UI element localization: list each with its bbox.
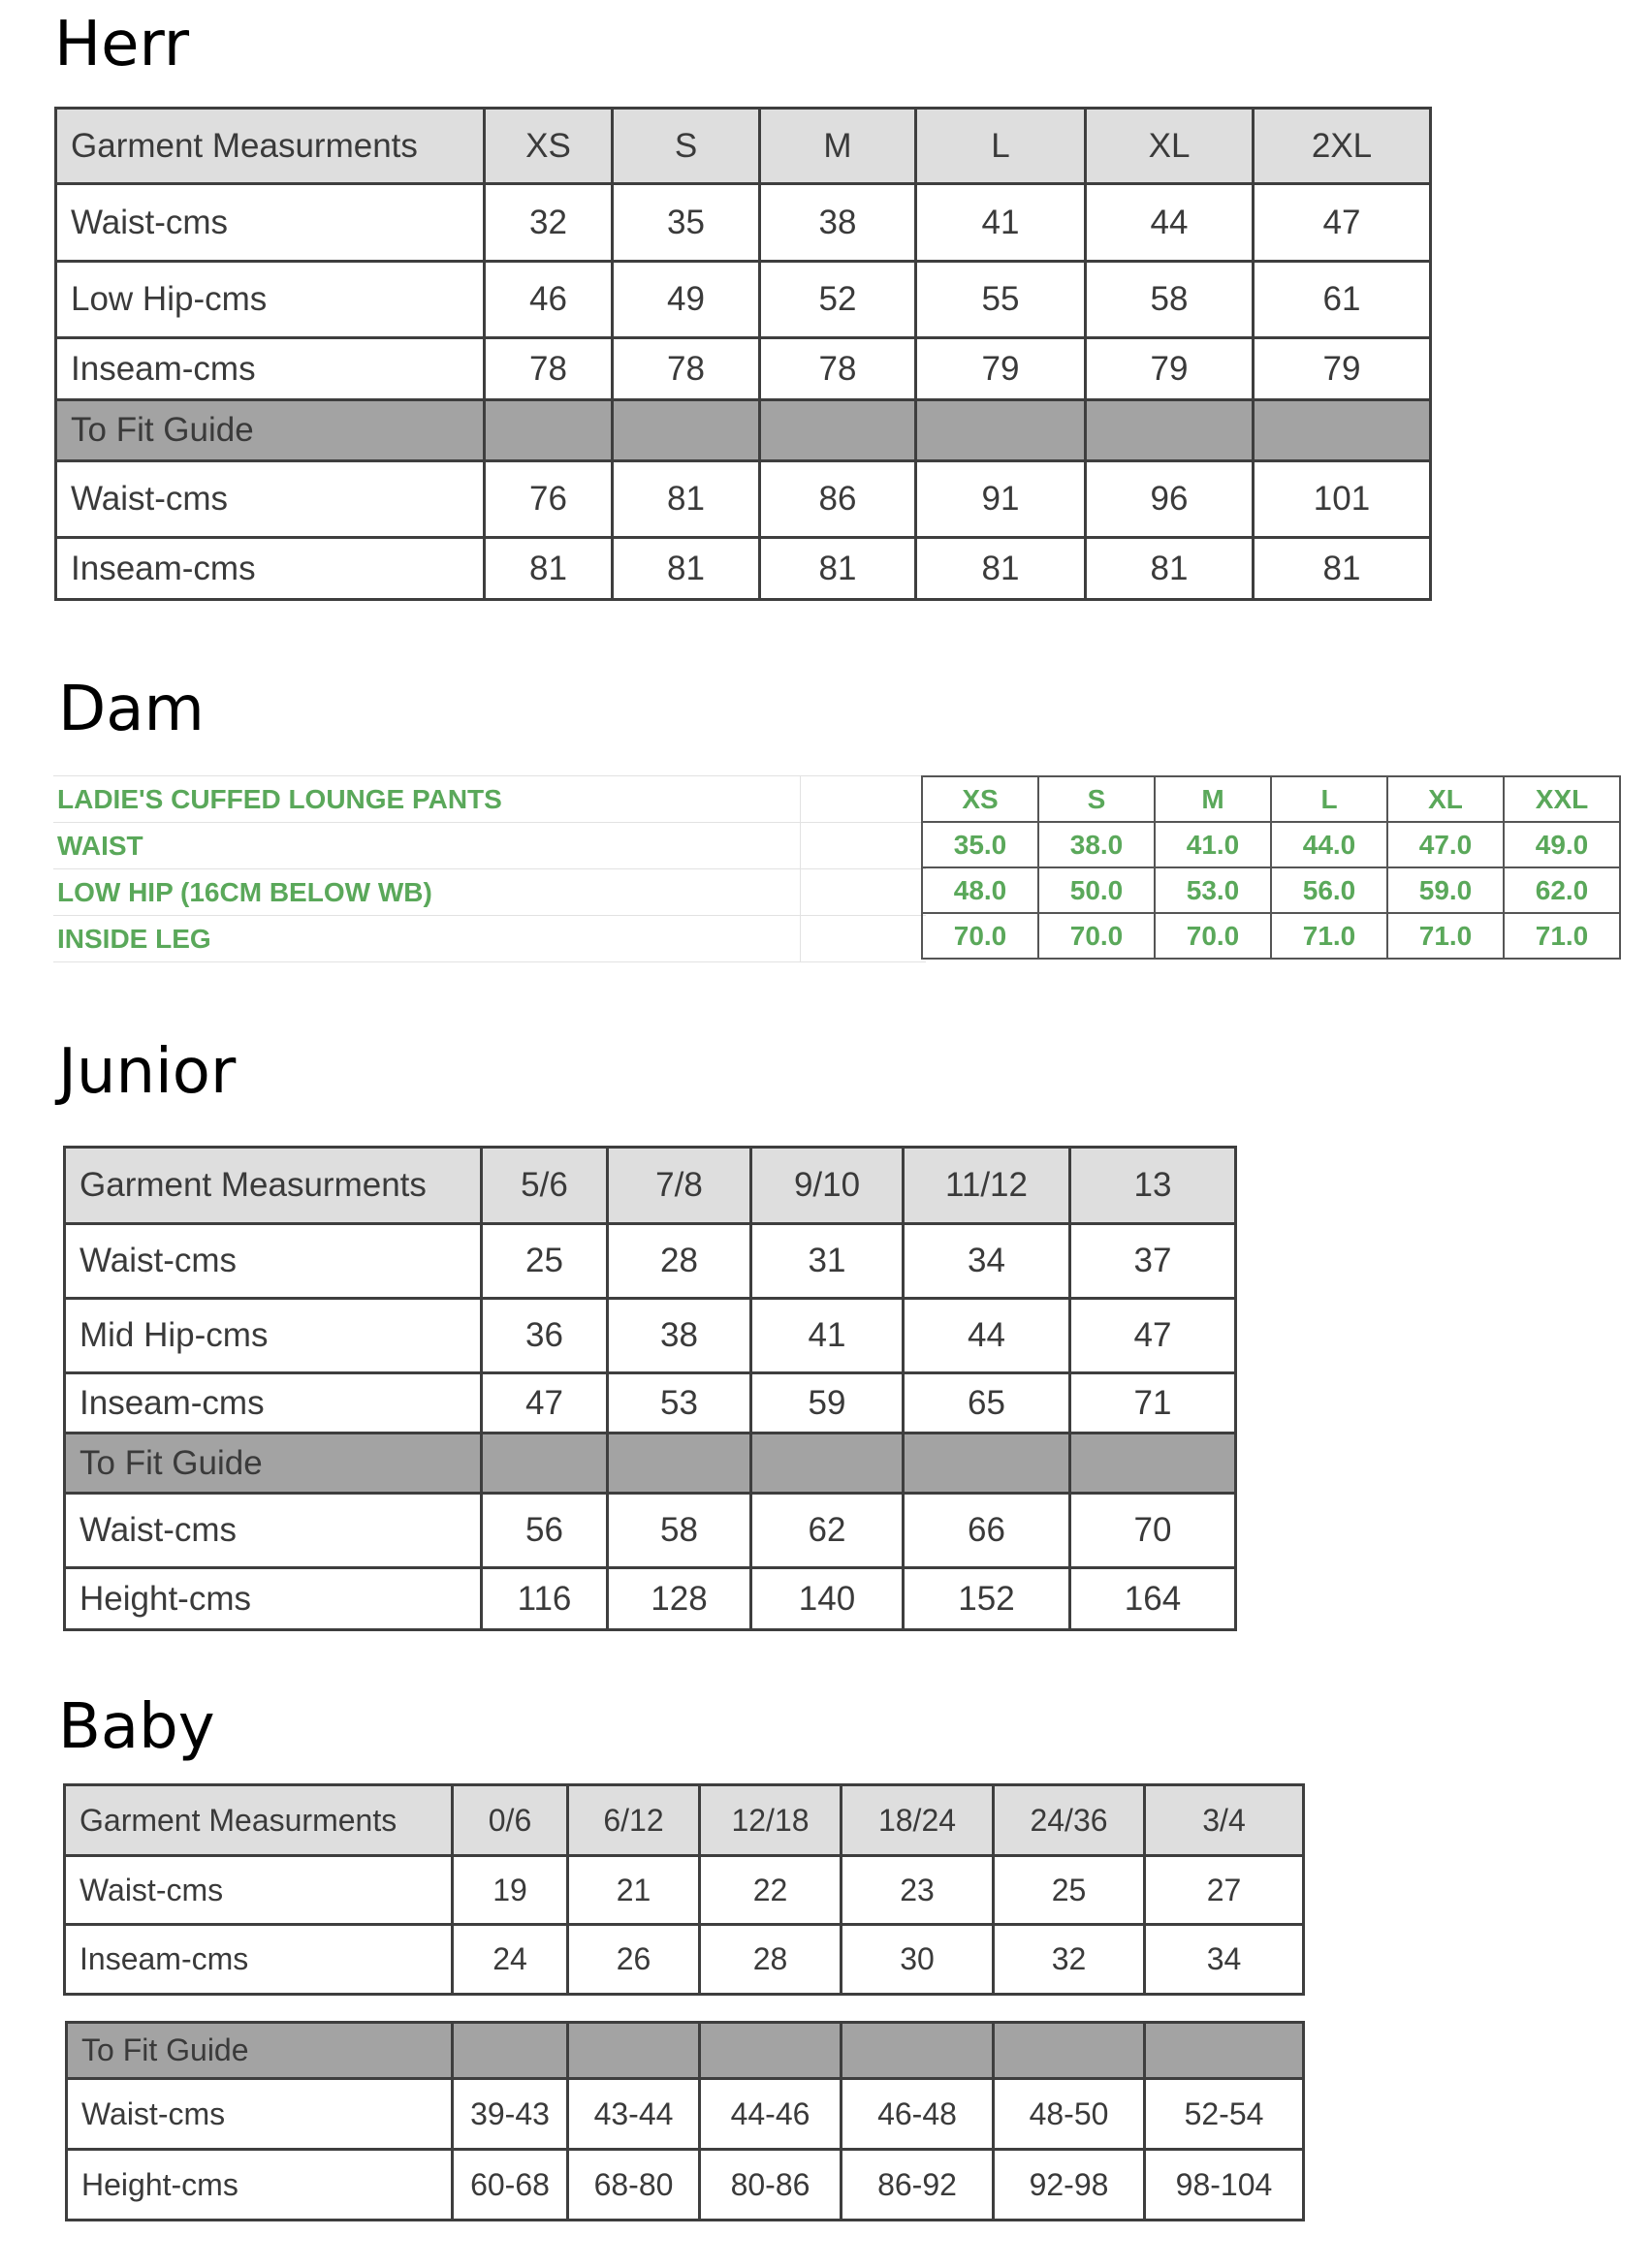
row-label: Waist-cms [56,184,485,262]
table-row [53,869,926,916]
cell-value: 81 [1254,538,1431,600]
dam-header-size: XXL [1504,776,1620,822]
cell-value: 30 [842,1925,994,1995]
cell-value: 81 [760,538,916,600]
cell-value: 37 [1070,1224,1236,1299]
herr-header-label: Garment Measurments [56,109,485,184]
table-row [53,916,926,962]
table-row [56,184,1431,262]
baby-fit-guide-row [67,2023,1304,2079]
dam-header-row [922,776,1620,822]
cell-value: 58 [1086,262,1254,338]
herr-fit-guide-row [56,400,1431,461]
cell-value: 62.0 [1504,867,1620,913]
cell-value: 81 [613,461,760,538]
cell-value: 47 [1070,1299,1236,1373]
cell-value: 101 [1254,461,1431,538]
row-label: Inseam-cms [56,338,485,400]
cell-value: 81 [485,538,613,600]
herr-header-size: XL [1086,109,1254,184]
dam-size-table [921,775,1621,960]
cell-value: 81 [916,538,1086,600]
dam-product-title: LADIE'S CUFFED LOUNGE PANTS [53,776,800,823]
baby-header-size: 18/24 [842,1785,994,1856]
cell-value: 79 [1254,338,1431,400]
cell-value: 79 [916,338,1086,400]
cell-value: 49.0 [1504,822,1620,867]
cell-value: 35 [613,184,760,262]
baby-header-row [65,1785,1304,1856]
cell-value: 71.0 [1387,913,1504,959]
herr-header-row [56,109,1431,184]
cell-value: 46 [485,262,613,338]
cell-value: 50.0 [1038,867,1155,913]
cell-value: 53 [608,1373,751,1433]
cell-value: 38 [760,184,916,262]
cell-value: 25 [482,1224,608,1299]
row-label: Height-cms [65,1568,482,1630]
cell-value: 60-68 [453,2150,568,2221]
cell-value: 41 [751,1299,904,1373]
baby-fit-guide-table [65,2021,1305,2221]
junior-header-label: Garment Measurments [65,1148,482,1224]
cell-value: 66 [904,1494,1070,1568]
cell-value: 52 [760,262,916,338]
cell-value: 71.0 [1271,913,1387,959]
table-row [922,822,1620,867]
cell-value: 24 [453,1925,568,1995]
dam-header-size: XL [1387,776,1504,822]
junior-header-size: 7/8 [608,1148,751,1224]
row-label: Inseam-cms [65,1373,482,1433]
cell-value: 32 [994,1925,1145,1995]
cell-value: 70.0 [1038,913,1155,959]
cell-value: 70.0 [1155,913,1271,959]
cell-value: 70 [1070,1494,1236,1568]
cell-value: 76 [485,461,613,538]
cell-value: 27 [1145,1856,1304,1925]
table-row [67,2150,1304,2221]
junior-header-size: 11/12 [904,1148,1070,1224]
cell-value: 19 [453,1856,568,1925]
cell-value: 44 [904,1299,1070,1373]
cell-value: 164 [1070,1568,1236,1630]
row-label: WAIST [53,823,800,869]
cell-value: 116 [482,1568,608,1630]
table-row [67,2079,1304,2150]
cell-value: 39-43 [453,2079,568,2150]
cell-value: 47 [1254,184,1431,262]
junior-size-table [63,1146,1237,1631]
row-label: Waist-cms [67,2079,453,2150]
table-row [65,1299,1236,1373]
dam-header-size: XS [922,776,1038,822]
row-label: Waist-cms [65,1856,453,1925]
table-row [65,1856,1304,1925]
cell-value: 59.0 [1387,867,1504,913]
cell-value: 26 [568,1925,700,1995]
table-row [53,776,926,823]
cell-value: 78 [485,338,613,400]
cell-value: 55 [916,262,1086,338]
herr-size-table [54,107,1432,601]
cell-value: 47.0 [1387,822,1504,867]
junior-fit-guide-row [65,1433,1236,1494]
junior-heading: Junior [58,1036,237,1108]
dam-labels-table [53,775,926,962]
cell-value: 65 [904,1373,1070,1433]
row-label: INSIDE LEG [53,916,800,962]
row-label: Height-cms [67,2150,453,2221]
cell-value: 46-48 [842,2079,994,2150]
table-row [65,1373,1236,1433]
cell-value: 128 [608,1568,751,1630]
cell-value: 41.0 [1155,822,1271,867]
cell-value: 34 [1145,1925,1304,1995]
cell-value: 58 [608,1494,751,1568]
dam-header-size: M [1155,776,1271,822]
cell-value: 41 [916,184,1086,262]
cell-value: 49 [613,262,760,338]
cell-value: 96 [1086,461,1254,538]
dam-header-size: S [1038,776,1155,822]
herr-heading: Herr [54,9,189,80]
cell-value: 79 [1086,338,1254,400]
cell-value: 91 [916,461,1086,538]
cell-value: 36 [482,1299,608,1373]
table-row [922,867,1620,913]
cell-value: 140 [751,1568,904,1630]
baby-header-size: 24/36 [994,1785,1145,1856]
cell-value: 43-44 [568,2079,700,2150]
cell-value: 80-86 [700,2150,842,2221]
baby-header-size: 6/12 [568,1785,700,1856]
cell-value: 81 [613,538,760,600]
cell-value: 78 [760,338,916,400]
cell-value: 86-92 [842,2150,994,2221]
junior-header-size: 5/6 [482,1148,608,1224]
baby-header-size: 0/6 [453,1785,568,1856]
table-row [53,823,926,869]
fit-guide-label: To Fit Guide [65,1433,482,1494]
cell-value: 71.0 [1504,913,1620,959]
row-label: Mid Hip-cms [65,1299,482,1373]
table-row [65,1568,1236,1630]
baby-size-table [63,1783,1305,1996]
table-row [56,338,1431,400]
cell-value: 98-104 [1145,2150,1304,2221]
cell-value: 31 [751,1224,904,1299]
cell-value: 78 [613,338,760,400]
cell-value: 25 [994,1856,1145,1925]
row-label: LOW HIP (16CM BELOW WB) [53,869,800,916]
cell-value: 152 [904,1568,1070,1630]
row-label: Low Hip-cms [56,262,485,338]
cell-value: 22 [700,1856,842,1925]
row-label: Waist-cms [65,1224,482,1299]
cell-value: 35.0 [922,822,1038,867]
row-label: Waist-cms [56,461,485,538]
baby-heading: Baby [58,1691,215,1763]
table-row [65,1224,1236,1299]
cell-value: 52-54 [1145,2079,1304,2150]
cell-value: 71 [1070,1373,1236,1433]
cell-value: 44 [1086,184,1254,262]
herr-header-size: XS [485,109,613,184]
cell-value: 23 [842,1856,994,1925]
dam-header-size: L [1271,776,1387,822]
cell-value: 62 [751,1494,904,1568]
herr-header-size: S [613,109,760,184]
row-label: Inseam-cms [65,1925,453,1995]
baby-header-size: 3/4 [1145,1785,1304,1856]
cell-value: 48-50 [994,2079,1145,2150]
junior-header-row [65,1148,1236,1224]
cell-value: 21 [568,1856,700,1925]
herr-header-size: L [916,109,1086,184]
cell-value: 86 [760,461,916,538]
table-row [56,538,1431,600]
table-row [65,1494,1236,1568]
table-row [922,913,1620,959]
cell-value: 48.0 [922,867,1038,913]
row-label: Inseam-cms [56,538,485,600]
table-row [65,1925,1304,1995]
cell-value: 32 [485,184,613,262]
fit-guide-label: To Fit Guide [67,2023,453,2079]
cell-value: 56.0 [1271,867,1387,913]
table-row [56,461,1431,538]
cell-value: 53.0 [1155,867,1271,913]
cell-value: 68-80 [568,2150,700,2221]
junior-header-size: 13 [1070,1148,1236,1224]
baby-header-label: Garment Measurments [65,1785,453,1856]
cell-value: 38 [608,1299,751,1373]
dam-heading: Dam [58,674,205,745]
cell-value: 34 [904,1224,1070,1299]
cell-value: 28 [700,1925,842,1995]
table-row [56,262,1431,338]
cell-value: 28 [608,1224,751,1299]
herr-header-size: 2XL [1254,109,1431,184]
cell-value: 56 [482,1494,608,1568]
cell-value: 92-98 [994,2150,1145,2221]
baby-header-size: 12/18 [700,1785,842,1856]
junior-header-size: 9/10 [751,1148,904,1224]
cell-value: 81 [1086,538,1254,600]
cell-value: 47 [482,1373,608,1433]
cell-value: 44-46 [700,2079,842,2150]
cell-value: 44.0 [1271,822,1387,867]
cell-value: 70.0 [922,913,1038,959]
cell-value: 61 [1254,262,1431,338]
row-label: Waist-cms [65,1494,482,1568]
cell-value: 38.0 [1038,822,1155,867]
herr-header-size: M [760,109,916,184]
cell-value: 59 [751,1373,904,1433]
fit-guide-label: To Fit Guide [56,400,485,461]
